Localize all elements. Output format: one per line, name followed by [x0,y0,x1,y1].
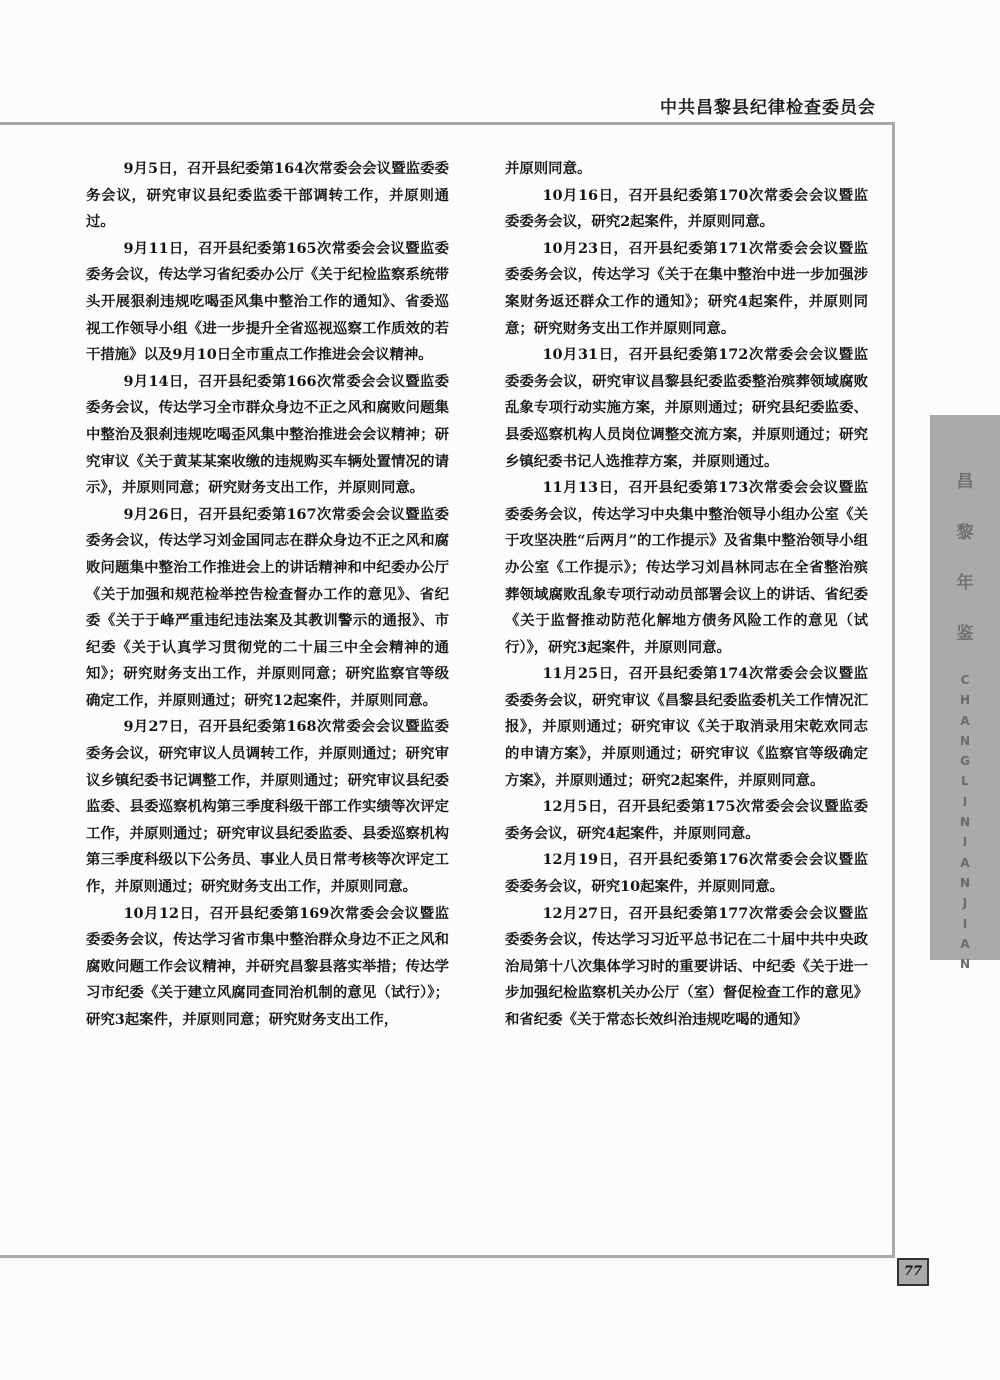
pinyin-letter: G [960,754,970,769]
pinyin-letter: I [962,835,968,850]
paragraph: 11月13日，召开县纪委第173次常委会会议暨监委委务会议，传达学习中央集中整治领导小组办公室《关于攻坚决胜“后两月”的工作提示》及省集中整治领导小组办公室《工作提示》；传达学习刘昌林同志在全省整治殡葬领域腐败乱象专项行动动员部署会议上的讲话、省纪委《关于监督推动防范化解地方债务风险工作的意见（试行）》，研究3起案件，并原则同意。 [505,479,868,656]
paragraph: 10月16日，召开县纪委第170次常委会会议暨监委委务会议，研究2起案件，并原则同意。 [505,186,868,231]
pinyin-letter: N [959,815,971,830]
pinyin-letter: H [959,693,971,708]
paragraph: 9月11日，召开县纪委第165次常委会会议暨监委委务会议，传达学习省纪委办公厅《关于纪检监察系统带头开展狠刹违规吃喝歪风集中整治工作的通知》、省委巡视工作领导小组《进一步提升全省巡视巡察工作质效的若干措施》以及9月10日全市重点工作推进会会议精神。 [86,239,449,364]
pinyin-letter: N [959,733,971,748]
paragraph-continuation: 并原则同意。 [505,160,592,177]
yearbook-side-tab [930,415,1000,972]
pinyin-letter: A [960,855,970,870]
running-header-title: 中共昌黎县纪律检查委员会 [660,98,876,118]
left-text-column [86,156,449,1034]
side-tab-char: 昌 [956,472,974,492]
pinyin-letter: N [959,875,971,890]
right-text-column [505,156,868,1034]
paragraph: 12月27日，召开县纪委第177次常委会会议暨监委委务会议，传达学习习近平总书记在二十届中共中央政治局第十八次集体学习时的重要讲话、中纪委《关于进一步加强纪检监察机关办公厅（室）督促检查工作的意见》和省纪委《关于常态长效纠治违规吃喝的通知》 [505,904,868,1028]
frame-right-rule [892,122,895,1257]
frame-top-rule [0,122,895,125]
paragraph: 10月31日，召开县纪委第172次常委会会议暨监委委务会议，研究审议昌黎县纪委监委整治殡葬领域腐败乱象专项行动实施方案，并原则通过；研究县纪委监委、县委巡察机构人员岗位调整交流方案，并原则通过；研究乡镇纪委书记人选推荐方案，并原则通过。 [505,346,868,470]
paragraph: 10月12日，召开县纪委第169次常委会会议暨监委委务会议，传达学习省市集中整治群众身边不正之风和腐败问题工作会议精神，并研究昌黎县落实举措；传达学习市纪委《关于建立风腐同查同治机制的意见（试行）》；研究3起案件，并原则同意；研究财务支出工作， [86,904,449,1028]
paragraph: 9月26日，召开县纪委第167次常委会会议暨监委委务会议，传达学习刘金国同志在群众身边不正之风和腐败问题集中整治工作推进会上的讲话精神和中纪委办公厅《关于加强和规范检举控告检查督办工作的意见》、省纪委《关于于峰严重违纪违法案及其教训警示的通报》、市纪委《关于认真学习贯彻党的二十届三中全会精神的通知》；研究财务支出工作，并原则同意；研究监察官等级确定工作，并原则通过；研究12起案件，并原则同意。 [86,505,449,709]
paragraph: 9月27日，召开县纪委第168次常委会会议暨监委委务会议，研究审议人员调转工作，并原则通过；研究审议乡镇纪委书记调整工作，并原则通过；研究审议县纪委监委、县委巡察机构第三季度科级干部工作实绩等次评定工作，并原则通过；研究审议县纪委监委、县委巡察机构第三季度科级以下公务员、事业人员日常考核等次评定工作，并原则通过；研究财务支出工作，并原则同意。 [86,718,449,896]
side-tab-char: 鉴 [956,624,974,644]
paragraph: 10月23日，召开县纪委第171次常委会会议暨监委委务会议，传达学习《关于在集中整治中进一步加强涉案财务返还群众工作的通知》；研究4起案件，并原则同意；研究财务支出工作并原则同意。 [505,239,868,337]
page-number: 77 [897,1258,929,1286]
pinyin-letter: I [962,794,968,809]
pinyin-letter: I [962,916,968,931]
frame-bottom-rule [0,1255,895,1258]
paragraph: 9月5日，召开县纪委第164次常委会会议暨监委委务会议，研究审议县纪委监委干部调转工作，并原则通过。 [86,160,449,231]
paragraph: 12月5日，召开县纪委第175次常委会会议暨监委委务会议，研究4起案件，并原则同意。 [505,798,868,842]
paragraph: 9月14日，召开县纪委第166次常委会会议暨监委委务会议，传达学习全市群众身边不正之风和腐败问题集中整治及狠刹违规吃喝歪风集中整治推进会会议精神；研究审议《关于黄某某案收缴的违规购买车辆处置情况的请示》，并原则同意；研究财务支出工作，并原则同意。 [86,372,449,497]
paragraph: 11月25日，召开县纪委第174次常委会会议暨监委委务会议，研究审议《昌黎县纪委监委机关工作情况汇报》，并原则通过；研究审议《关于取消录用宋乾欢同志的申请方案》，并原则通过；研究审议《监察官等级确定方案》，并原则通过；研究2起案件，并原则同意。 [505,665,868,789]
pinyin-letter: N [959,957,971,972]
pinyin-letter: C [960,673,970,687]
side-tab-pinyin [930,670,1000,974]
pinyin-letter: L [961,774,969,789]
side-tab-char: 年 [956,573,974,593]
side-tab-char: 黎 [956,523,974,543]
pinyin-letter: J [962,896,968,911]
paragraph: 12月19日，召开县纪委第176次常委会会议暨监委委务会议，研究10起案件，并原则同意。 [505,851,868,896]
pinyin-letter: A [960,936,970,951]
pinyin-letter: A [960,713,970,728]
